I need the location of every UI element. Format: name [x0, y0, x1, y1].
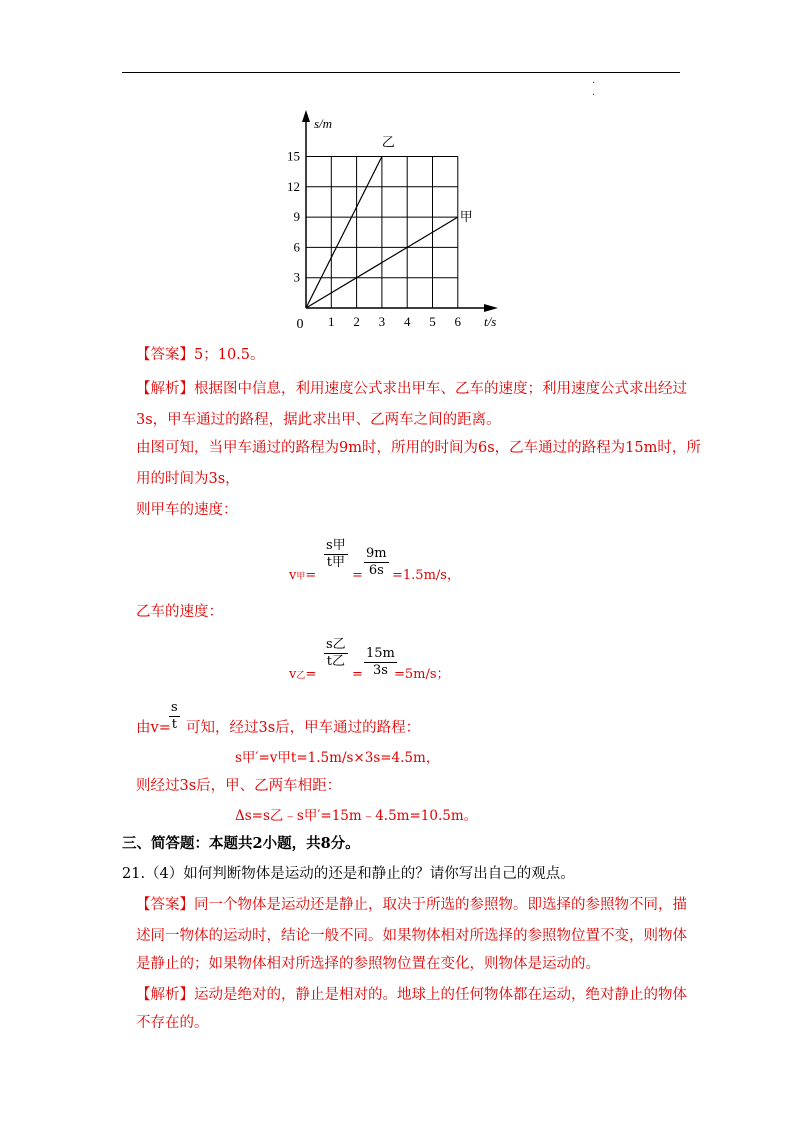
x-tick-6: 6 — [454, 314, 462, 329]
formula-v-jia-lhs — [289, 566, 316, 587]
v2-eq2: = — [352, 667, 363, 682]
y-axis-arrow — [302, 110, 310, 122]
v1-lhs: v — [289, 568, 297, 583]
x-tick-1: 1 — [328, 314, 335, 329]
analysis-line-4: 用的时间为3s， — [136, 471, 240, 487]
y-tick-15: 15 — [287, 148, 300, 164]
v2-lhs-sub: 乙 — [296, 671, 306, 681]
v2-eq: = — [305, 667, 317, 682]
series-label-0: 乙 — [381, 134, 395, 150]
analysis-line-7-frac — [169, 700, 180, 733]
q21-answer-line-3: 是静止的；如果物体相对所选择的参照物位置在变化，则物体是运动的。 — [136, 956, 600, 972]
answer-line — [136, 345, 265, 365]
analysis-line-8: s甲′=v甲t=1.5m/s×3s=4.5m， — [235, 750, 440, 766]
formula-v-jia-frac1 — [324, 538, 348, 571]
v1-f2-num: 9m — [366, 546, 387, 561]
x-tick-3: 3 — [378, 314, 386, 329]
y-tick-3: 3 — [293, 269, 300, 285]
analysis-line-6: 乙车的速度： — [136, 604, 223, 620]
line7-den: t — [171, 717, 177, 732]
answer-tag: 【答案】 — [136, 347, 194, 363]
x-axis-label: t/s — [484, 314, 497, 329]
x-tick-4: 4 — [403, 314, 411, 329]
v1-eq: = — [305, 568, 317, 583]
analysis-line-3: 由图可知，当甲车通过的路程为9m时，所用的时间为6s，乙车通过的路程为15m时，所 — [136, 440, 701, 456]
question-21: 21.（4）如何判断物体是运动的还是和静止的？请你写出自己的观点。 — [122, 866, 575, 882]
origin-label: 0 — [296, 317, 304, 332]
q21-analysis-line-1 — [136, 985, 687, 1005]
section-3-title: 三、简答题：本题共2小题，共8分。 — [122, 835, 360, 852]
v2-f2-den: 3s — [372, 663, 388, 678]
y-tick-12: 12 — [287, 178, 300, 194]
v2-f1-num: s乙 — [326, 637, 346, 652]
q21-answer-tag: 【答案】 — [136, 897, 194, 913]
analysis-line-5: 则甲车的速度： — [136, 502, 238, 518]
analysis-line-10: Δs=s乙﹣s甲′=15m﹣4.5m=10.5m。 — [235, 808, 478, 824]
v1-f2-den: 6s — [368, 563, 384, 578]
analysis-line-7-post: 可知，经过3s后，甲车通过的路程： — [186, 720, 421, 736]
v2-lhs: v — [289, 667, 297, 682]
analysis-line-1 — [136, 379, 687, 399]
x-tick-5: 5 — [429, 314, 436, 329]
analysis-text-1: 根据图中信息，利用速度公式求出甲车、乙车的速度；利用速度公式求出经过 — [194, 381, 687, 397]
v1-f1-den: t甲 — [326, 555, 345, 570]
answer-text: 5；10.5。 — [194, 347, 265, 363]
header-dots: · · — [592, 78, 596, 101]
chart-grid — [306, 157, 458, 309]
line7-num: s — [171, 700, 178, 715]
y-tick-9: 9 — [293, 209, 300, 225]
series-label-1: 甲 — [459, 209, 473, 225]
x-axis-arrow — [484, 304, 498, 312]
formula-v-yi-frac1 — [324, 637, 348, 670]
analysis-line-2: 3s，甲车通过的路程，据此求出甲、乙两车之间的距离。 — [136, 412, 501, 428]
v1-f1-num: s甲 — [326, 538, 346, 553]
v1-rhs: =1.5m/s， — [392, 568, 460, 583]
y-tick-6: 6 — [293, 239, 300, 255]
q21-analysis-text-1: 运动是绝对的，静止是相对的。地球上的任何物体都在运动，绝对静止的物体 — [194, 987, 687, 1003]
y-axis-label: s/m — [314, 116, 333, 131]
analysis-line-7-pre: 由v= — [136, 720, 171, 736]
q21-answer-text-1: 同一个物体是运动还是静止，取决于所选的参照物。即选择的参照物不同，描 — [194, 897, 687, 913]
v1-eq2: = — [352, 568, 363, 583]
q21-answer-line-2: 述同一物体的运动时，结论一般不同。如果物体相对所选择的参照物位置不变，则物体 — [136, 928, 687, 944]
header-rule — [122, 72, 680, 73]
q21-analysis-tag: 【解析】 — [136, 987, 194, 1003]
formula-v-yi-frac2 — [364, 646, 397, 679]
v2-f1-den: t乙 — [326, 654, 345, 669]
formula-v-yi-lhs — [289, 665, 316, 686]
formula-v-jia-frac2 — [364, 546, 389, 579]
x-tick-2: 2 — [353, 314, 360, 329]
chart-ticks — [287, 149, 462, 330]
analysis-line-9: 则经过3s后，甲、乙两车相距： — [136, 778, 342, 794]
q21-answer-line-1 — [136, 895, 687, 915]
v1-lhs-sub: 甲 — [296, 572, 306, 582]
v2-rhs: =5m/s； — [394, 667, 450, 682]
s-t-chart — [284, 108, 504, 338]
q21-analysis-line-2: 不存在的。 — [136, 1015, 209, 1031]
v2-f2-num: 15m — [366, 646, 395, 661]
analysis-tag: 【解析】 — [136, 381, 194, 397]
